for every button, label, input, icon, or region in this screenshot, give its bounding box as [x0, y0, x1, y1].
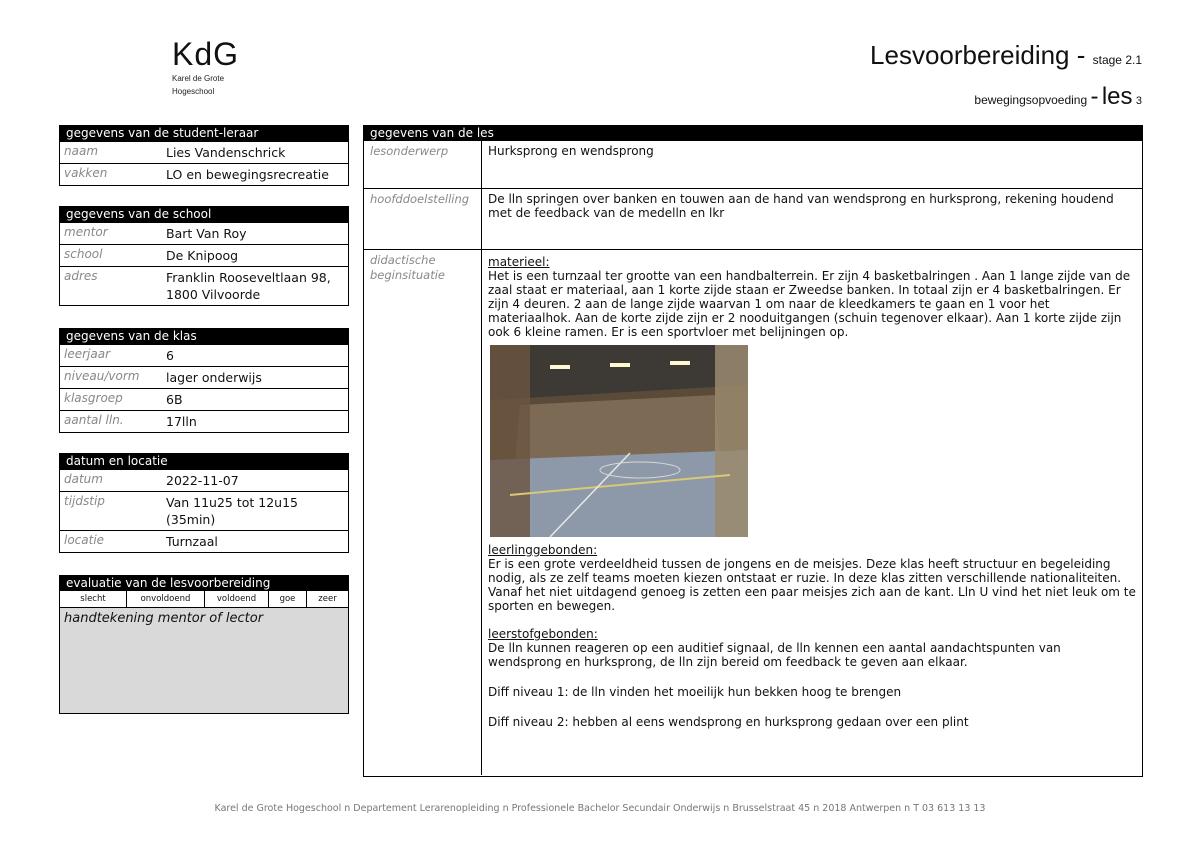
row-value: lager onderwijs — [166, 370, 262, 385]
diff-level-1: Diff niveau 1: de lln vinden het moeilijk hun bekken hoog te brengen — [488, 685, 902, 699]
scale-option[interactable]: onvoldoend — [127, 591, 205, 607]
lesson-details-table — [363, 125, 1143, 777]
table-row — [60, 491, 348, 530]
school-info-box — [59, 206, 349, 306]
school-heading: gegevens van de school — [60, 207, 348, 222]
subject-line: bewegingsopvoeding - les 3 — [974, 83, 1142, 110]
kdg-logo — [172, 38, 282, 96]
signature-label: handtekening mentor of lector — [64, 611, 264, 626]
subject-label: bewegingsopvoeding — [974, 93, 1088, 107]
student-heading: gegevens van de student-leraar — [60, 126, 348, 141]
row-value: Turnzaal — [166, 534, 218, 549]
scale-option[interactable]: slecht — [60, 591, 127, 607]
row-value: 17lln — [166, 414, 197, 429]
signature-area[interactable] — [60, 608, 348, 713]
lesson-heading: gegevens van de les — [364, 126, 1142, 141]
row-label: school — [64, 247, 103, 261]
row-value: De Knipoog — [166, 248, 239, 263]
row-value: 6 — [166, 348, 174, 363]
table-row — [60, 366, 348, 388]
class-heading: gegevens van de klas — [60, 329, 348, 344]
evaluation-heading: evaluatie van de lesvoorbereiding — [60, 576, 348, 591]
page-title-block — [870, 38, 1142, 111]
row-label: naam — [64, 144, 99, 158]
row-value: Bart Van Roy — [166, 226, 247, 241]
logo-line-2: Hogeschool — [172, 87, 215, 96]
gym-photo — [490, 345, 748, 537]
row-label: lesonderwerp — [364, 141, 482, 188]
row-value: Franklin Rooseveltlaan 98, 1800 Vilvoorde — [166, 270, 331, 302]
les-number: 3 — [1135, 95, 1142, 107]
les-word: les — [1101, 83, 1133, 110]
row-label: locatie — [64, 533, 105, 547]
leerling-title: leerlinggebonden: — [488, 543, 598, 557]
starting-situation — [482, 250, 1142, 775]
table-row — [60, 469, 348, 491]
table-row — [60, 410, 348, 432]
row-label: klasgroep — [64, 391, 123, 405]
page-footer: Karel de Grote Hogeschool n Departement Lerarenopleiding n Professionele Bachelor Secundair Onderwijs n Brusselstraat 45 n 2018 Antwerpen n T 03 613 13 13 — [214, 803, 986, 814]
lesson-topic: Hurksprong en wendsprong — [488, 144, 654, 158]
diff-level-2: Diff niveau 2: hebben al eens wendsprong en hurksprong gedaan over een plint — [488, 715, 969, 729]
table-row — [60, 530, 348, 552]
logo-mark: KdG — [172, 36, 240, 72]
row-value: Van 11u25 tot 12u15 (35min) — [166, 495, 299, 527]
logo-line-1: Karel de Grote — [172, 74, 225, 83]
table-row — [364, 249, 1142, 775]
scale-option[interactable]: zeer — [318, 594, 337, 604]
date-location-box — [59, 453, 349, 553]
title-text: Lesvoorbereiding - — [870, 40, 1093, 70]
leerstof-title: leerstofgebonden: — [488, 627, 598, 641]
leerstof-text: De lln kunnen reageren op een auditief signaal, de lln kennen een aantal aandachtspunten van wendsprong en hurksprong, de lln zijn bereid om feedback te geven aan elkaar. — [488, 641, 1061, 669]
materieel-title: materieel: — [488, 255, 550, 269]
row-value: 6B — [166, 392, 183, 407]
date-heading: datum en locatie — [60, 454, 348, 469]
class-info-box — [59, 328, 349, 433]
table-row — [60, 163, 348, 185]
table-row — [60, 222, 348, 244]
table-row — [60, 244, 348, 266]
row-label: mentor — [64, 225, 108, 239]
evaluation-box — [59, 575, 349, 714]
row-value: 2022-11-07 — [166, 473, 239, 488]
row-label: niveau/vorm — [64, 369, 140, 383]
materieel-text: Het is een turnzaal ter grootte van een handbalterrein. Er zijn 4 basketbalringen . Aan 1 lange zijde van de zaal staat er materiaal, aan 1 korte zijde staan er Zweedse banken. In totaal zijn er 4 basketbalringen. Er zijn 4 deuren. 2 aan de lange zijde waarvan 1 om naar de kleedkamers te gaan en 1 voor het materiaalhok. Aan de korte zijde zijn er 2 nooduitgangen (schuin tegenover elkaar). Aan 1 korte zijde zijn ook 6 kleine ramen. Er is een sportvloer met belijningen op. — [488, 269, 1131, 339]
table-row — [364, 188, 1142, 249]
row-label: aantal lln. — [64, 413, 124, 427]
page-title — [870, 38, 1142, 77]
scale-option[interactable]: goe — [269, 591, 307, 607]
lesson-goal: De lln springen over banken en touwen aan de hand van wendsprong en hurksprong, rekening houdend met de feedback van de medelln en lkr — [488, 192, 1114, 220]
table-row — [60, 344, 348, 366]
stage-label: stage 2.1 — [1092, 53, 1142, 67]
row-label: vakken — [64, 166, 108, 180]
scale-option[interactable]: voldoend — [205, 591, 269, 607]
row-label: leerjaar — [64, 347, 111, 361]
row-label: datum — [64, 472, 103, 486]
row-label: adres — [64, 269, 98, 283]
table-row — [60, 266, 348, 305]
table-row — [364, 141, 1142, 188]
row-label: tijdstip — [64, 494, 105, 508]
row-label: didactische beginsituatie — [364, 250, 482, 775]
table-row — [60, 388, 348, 410]
table-row — [60, 141, 348, 163]
row-value: LO en bewegingsrecreatie — [166, 167, 329, 182]
row-label: hoofddoelstelling — [364, 189, 482, 249]
evaluation-scale — [60, 591, 348, 608]
leerling-text: Er is een grote verdeeldheid tussen de jongens en de meisjes. Deze klas heeft structuur en begeleiding nodig, als ze zelf teams moeten kiezen ontstaat er ruzie. In deze klas zitten verschillende nationaliteiten. Vanaf het niet uitdagend genoeg is zetten een paar meisjes zich aan de kant. Lln U vind het niet leuk om te sporten en bewegen. — [488, 557, 1136, 613]
row-value: Lies Vandenschrick — [166, 145, 286, 160]
student-info-box — [59, 125, 349, 186]
